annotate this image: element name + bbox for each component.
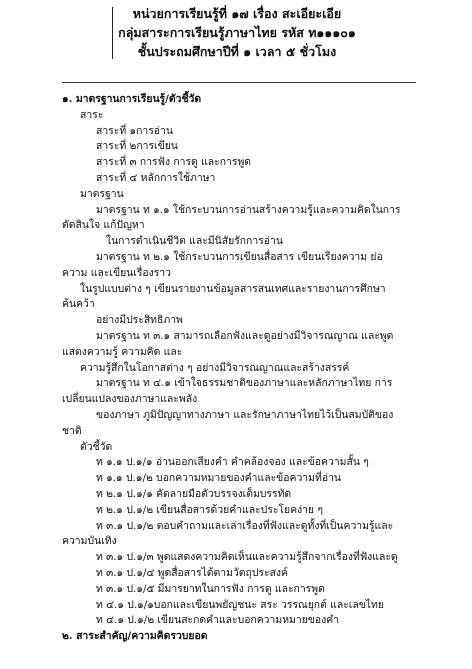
- subject-code: กลุ่มสาระการเรียนรู้ภาษาไทย รหัส ท๑๑๑๐๑: [118, 25, 356, 40]
- body-line: สาระที่ ๑การอ่าน: [96, 124, 173, 137]
- body-line: สาระที่ ๔ หลักการใช้ภาษา: [96, 171, 216, 184]
- body-line: ท ๔.๑ ป.๑/๒ เขียนสะกดคำและบอกความหมายของคำ: [96, 614, 340, 627]
- body-line: ในการดำเนินชีวิต และมีนิสัยรักการอ่าน: [106, 235, 283, 248]
- body-line: ในรูปแบบต่าง ๆ เขียนรายงานข้อมูลสารสนเทศและรายงานการศึกษา: [80, 282, 386, 295]
- body-line: ของภาษา ภูมิปัญญาทางภาษา และรักษาภาษาไทยไว้เป็นสมบัติของ: [96, 408, 394, 421]
- body-line: ค้นคว้า: [62, 298, 95, 311]
- body-line: ความ และเขียนเรื่องราว: [62, 266, 171, 279]
- body-line: ท ๑.๑ ป.๑/๑ อ่านออกเสียงคำ คำคล้องจอง และข้อความสั้น ๆ: [96, 456, 369, 469]
- unit-title: หน่วยการเรียนรู้ที่ ๑๗ เรื่อง สะเอียะเอีย: [132, 6, 342, 21]
- body-line: มาตรฐาน ท ๔.๑ เข้าใจธรรมชาติของภาษาและหลักภาษาไทย การ: [96, 377, 393, 390]
- body-line: สาระที่ ๒การเขียน: [96, 140, 178, 153]
- body-line: ท ๓.๑ ป.๑/๒ ตอบคำถามและเล่าเรื่องที่ฟังและดูทั้งที่เป็นความรู้และ: [96, 519, 394, 532]
- body-line: ตัวชี้วัด: [80, 440, 113, 453]
- grade-duration: ชั้นประถมศึกษาปีที่ ๑ เวลา ๕ ชั่วโมง: [137, 44, 337, 59]
- body-line: ท ๒.๑ ป.๑/๒ เขียนสื่อสารด้วยคำและประโยคง่าย ๆ: [96, 503, 323, 516]
- body-line: มาตรฐาน ท ๓.๑ สามารถเลือกฟังและดูอย่างมีวิจารณญาณ และพูด: [96, 329, 394, 342]
- body-line: สาระ: [80, 108, 104, 121]
- body-line: ท ๔.๑ ป.๑/๑บอกและเขียนพยัญชนะ สระ วรรณยุกต์ และเลขไทย: [96, 598, 384, 611]
- body-line: มาตรฐาน ท ๒.๑ ใช้กระบวนการเขียนสื่อสาร เขียนเรียงความ ย่อ: [96, 250, 383, 263]
- header-divider: [62, 82, 416, 83]
- body-line: สาระที่ ๓ การฟัง การดู และการพูด: [96, 156, 252, 169]
- body-line: ความบันเทิง: [62, 535, 117, 548]
- body-line: มาตรฐาน: [80, 187, 124, 200]
- body-line: ความรู้สึกในโอกาสต่าง ๆ อย่างมีวิจารณญาณและสร้างสรรค์: [80, 361, 350, 374]
- body-line: ท ๒.๑ ป.๑/๑ คัดลายมือตัวบรรจงเต็มบรรทัด: [96, 487, 292, 500]
- section-heading: ๒. สาระสำคัญ/ความคิดรวบยอด: [62, 630, 208, 643]
- document-body: [62, 92, 422, 645]
- section-heading: ๑. มาตรฐานการเรียนรู้/ตัวชี้วัด: [62, 93, 202, 105]
- document-header: [112, 4, 362, 61]
- body-line: ชาติ: [62, 424, 82, 437]
- body-line: เปลี่ยนแปลงของภาษาและพลัง: [62, 393, 198, 406]
- body-line: ท ๓.๑ ป.๑/๔ พูดสื่อสารได้ตามวัตถุประสงค์: [96, 566, 288, 579]
- body-line: ท ๑.๑ ป.๑/๒ บอกความหมายของคำและข้อความที่อ่าน: [96, 472, 342, 485]
- body-line: อย่างมีประสิทธิภาพ: [96, 314, 183, 327]
- body-line: ท ๓.๑ ป.๑/๓ พูดแสดงความคิดเห็นและความรู้สึกจากเรื่องที่ฟังและดู: [96, 551, 398, 564]
- body-line: ตัดสินใจ แก้ปัญหา: [62, 219, 145, 232]
- body-line: แสดงความรู้ ความคิด และ: [62, 345, 183, 358]
- body-line: ท ๓.๑ ป.๑/๕ มีมารยาทในการฟัง การดู และการพูด: [96, 582, 325, 595]
- body-line: มาตรฐาน ท ๑.๑ ใช้กระบวนการอ่านสร้างความรู้และความคิดในการ: [96, 203, 401, 216]
- header-left-bar: [112, 7, 113, 59]
